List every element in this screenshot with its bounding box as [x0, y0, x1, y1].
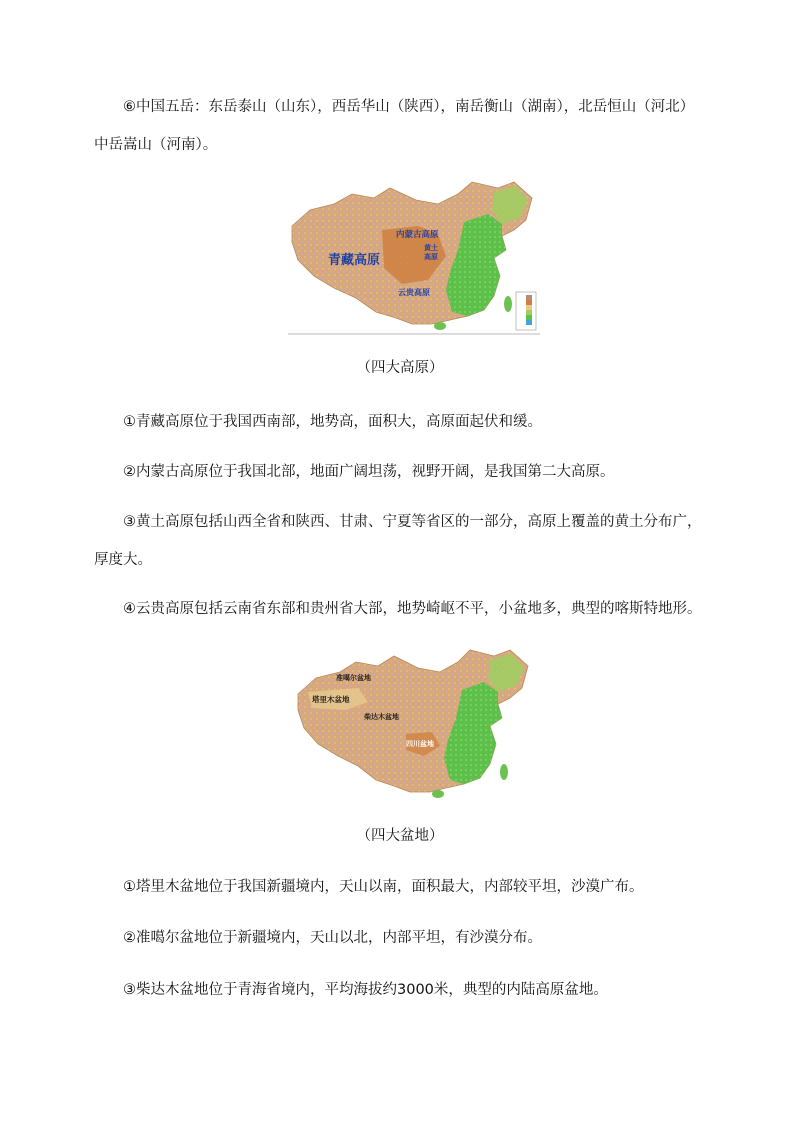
plateaus-caption: （四大高原）	[356, 360, 444, 376]
hainan-island	[432, 790, 444, 798]
label-loess-2: 高原	[424, 253, 438, 261]
label-qinghai-tibet: 青藏高原	[328, 253, 381, 268]
paragraph-basin-3: ③柴达木盆地位于青海省境内，平均海拔约3000米，典型的内陆高原盆地。	[123, 982, 608, 998]
paragraph-five-mountains: ⑥中国五岳：东岳泰山（山东），西岳华山（陕西），南岳衡山（湖南），北岳恒山（河北）中岳嵩山（河南）。	[94, 99, 695, 153]
paragraph-plateau-1: ①青藏高原位于我国西南部，地势高，面积大，高原面起伏和缓。	[123, 414, 542, 430]
basins-map	[294, 648, 534, 800]
taiwan-island	[500, 764, 508, 780]
plateaus-map-graphic	[288, 180, 540, 335]
label-junggar: 准噶尔盆地	[336, 674, 371, 682]
plateaus-map	[288, 180, 540, 335]
label-loess-1: 黄土	[424, 244, 438, 252]
label-inner-mongolia: 内蒙古高原	[396, 230, 439, 240]
paragraph-plateau-2: ②内蒙古高原位于我国北部，地面广阔坦荡，视野开阔，是我国第二大高原。	[123, 464, 615, 480]
basins-caption: （四大盆地）	[356, 828, 444, 844]
hainan-island	[434, 322, 446, 330]
label-sichuan: 四川盆地	[406, 740, 434, 748]
label-yungui: 云贵高原	[398, 288, 430, 297]
label-tarim: 塔里木盆地	[312, 695, 350, 704]
taiwan-island	[504, 296, 512, 312]
paragraph-plateau-3: ③黄土高原包括山西全省和陕西、甘肃、宁夏等省区的一部分，高原上覆盖的黄土分布广，厚度大。	[94, 514, 702, 568]
label-qaidam: 柴达木盆地	[364, 713, 399, 721]
basins-map-graphic	[294, 648, 534, 800]
paragraph-plateau-4: ④云贵高原包括云南省东部和贵州省大部，地势崎岖不平，小盆地多，典型的喀斯特地形。	[123, 601, 702, 617]
paragraph-basin-1: ①塔里木盆地位于我国新疆境内，天山以南，面积最大，内部较平坦，沙漠广布。	[123, 879, 644, 895]
paragraph-basin-2: ②准噶尔盆地位于新疆境内，天山以北，内部平坦，有沙漠分布。	[123, 930, 542, 946]
